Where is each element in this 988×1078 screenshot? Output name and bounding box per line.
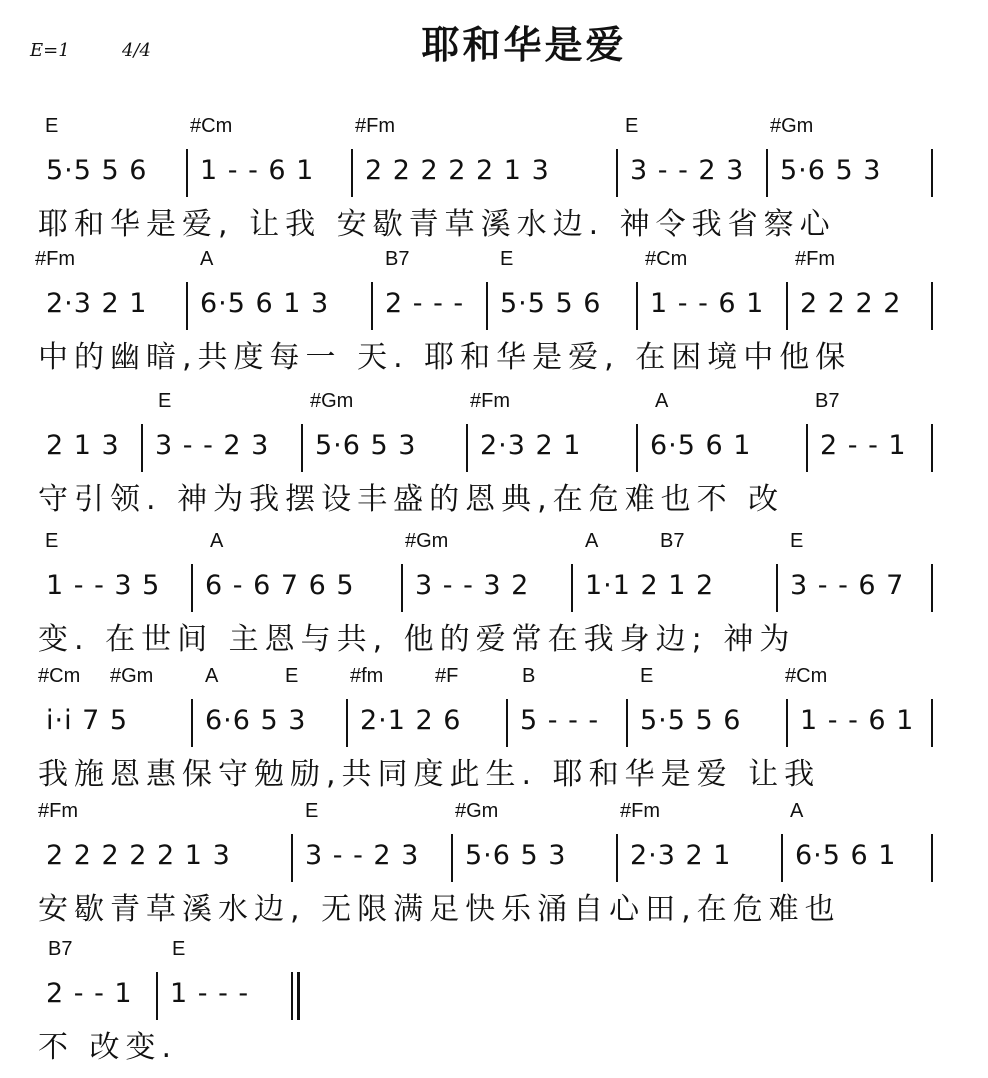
chord-symbol: A [790, 800, 804, 822]
barline [616, 834, 618, 882]
measure: 2·3 2 1 [480, 430, 582, 461]
chord-symbol: #Gm [405, 530, 449, 552]
lyric-line: 耶和华是爱, 让我 安歇青草溪水边. 神令我省察心 [38, 207, 836, 242]
measure: 5·5 5 6 [500, 288, 602, 319]
chord-symbol: E [172, 938, 186, 960]
barline [156, 972, 158, 1020]
chord-symbol: #Cm [785, 665, 828, 687]
chord-symbol: E [640, 665, 654, 687]
chord-symbol: E [305, 800, 319, 822]
chord-symbol: #Gm [455, 800, 499, 822]
music-system [0, 665, 988, 805]
barline [351, 149, 353, 197]
measure: 2 1 3 [46, 430, 120, 461]
measure: 1·1 2 1 2 [585, 570, 715, 601]
music-system [0, 530, 988, 670]
barline [486, 282, 488, 330]
chord-symbol: #Fm [620, 800, 660, 822]
measure: 1 - - 6 1 [200, 155, 315, 186]
barline [931, 149, 933, 197]
measure: 2 2 2 2 2 1 3 [46, 840, 231, 871]
chord-row [0, 115, 988, 143]
chord-symbol: #Fm [355, 115, 395, 137]
chord-symbol: B7 [385, 248, 410, 270]
lyric-line: 安歇青草溪水边, 无限满足快乐涌自心田,在危难也 [38, 892, 841, 927]
measure: 6·5 6 1 3 [200, 288, 330, 319]
barline [636, 282, 638, 330]
chord-symbol: #Gm [310, 390, 354, 412]
chord-row [0, 390, 988, 418]
measure: 3 - - 2 3 [305, 840, 420, 871]
chord-symbol: #Fm [795, 248, 835, 270]
music-system [0, 938, 988, 1078]
barline [931, 424, 933, 472]
lyric-line: 守引领. 神为我摆设丰盛的恩典,在危难也不 改 [38, 482, 785, 517]
measure: 2 - - 1 [46, 978, 133, 1009]
barline [806, 424, 808, 472]
measure: 6·5 6 1 [795, 840, 897, 871]
chord-row [0, 665, 988, 693]
chord-row [0, 248, 988, 276]
chord-symbol: #Cm [645, 248, 688, 270]
chord-symbol: #Fm [38, 800, 78, 822]
chord-symbol: E [45, 530, 59, 552]
chord-row [0, 938, 988, 966]
key-signature: E=1 [30, 40, 70, 61]
notation-row [0, 828, 988, 884]
chord-symbol: #Cm [190, 115, 233, 137]
measure: 6·6 5 3 [205, 705, 307, 736]
measure: 5·5 5 6 [640, 705, 742, 736]
barline [626, 699, 628, 747]
measure: 1 - - 6 1 [800, 705, 915, 736]
music-system [0, 800, 988, 940]
chord-symbol: B7 [815, 390, 840, 412]
chord-symbol: E [158, 390, 172, 412]
barline [466, 424, 468, 472]
chord-row [0, 800, 988, 828]
measure: 3 - - 2 3 [155, 430, 270, 461]
barline [781, 834, 783, 882]
barline [636, 424, 638, 472]
measure: 2·3 2 1 [630, 840, 732, 871]
barline [786, 699, 788, 747]
barline [301, 424, 303, 472]
notation-row [0, 143, 988, 199]
measure: 5·6 5 3 [780, 155, 882, 186]
measure: 6·5 6 1 [650, 430, 752, 461]
measure: 1 - - 6 1 [650, 288, 765, 319]
chord-symbol: A [200, 248, 214, 270]
music-system [0, 248, 988, 388]
barline [291, 834, 293, 882]
barline [291, 972, 293, 1020]
measure: 2 - - 1 [820, 430, 907, 461]
song-title: 耶和华是爱 [421, 23, 627, 67]
barline [346, 699, 348, 747]
barline [571, 564, 573, 612]
measure: 3 - - 3 2 [415, 570, 530, 601]
measure: 3 - - 6 7 [790, 570, 905, 601]
lyric-line: 我施恩惠保守勉励,共同度此生. 耶和华是爱 让我 [38, 757, 821, 792]
barline [786, 282, 788, 330]
measure: 5 - - - [520, 705, 600, 736]
barline [506, 699, 508, 747]
notation-row [0, 966, 988, 1022]
measure: 5·6 5 3 [315, 430, 417, 461]
chord-symbol: E [625, 115, 639, 137]
lyric-line: 变. 在世间 主恩与共, 他的爱常在我身边; 神为 [38, 622, 796, 657]
barline [451, 834, 453, 882]
measure: 3 - - 2 3 [630, 155, 745, 186]
notation-row [0, 276, 988, 332]
notation-row [0, 693, 988, 749]
chord-symbol: E [790, 530, 804, 552]
barline [191, 699, 193, 747]
chord-symbol: A [655, 390, 669, 412]
chord-symbol: #Fm [470, 390, 510, 412]
measure: 1 - - - [170, 978, 250, 1009]
chord-symbol: A [210, 530, 224, 552]
chord-symbol: #Gm [770, 115, 814, 137]
chord-symbol: E [285, 665, 299, 687]
chord-symbol: #Gm [110, 665, 154, 687]
chord-symbol: #Fm [35, 248, 75, 270]
barline [371, 282, 373, 330]
music-system [0, 115, 988, 255]
lyric-line: 中的幽暗,共度每一 天. 耶和华是爱, 在困境中他保 [38, 340, 852, 375]
final-barline [297, 972, 300, 1020]
measure: 5·6 5 3 [465, 840, 567, 871]
measure: 1 - - 3 5 [46, 570, 161, 601]
measure: 2·1 2 6 [360, 705, 462, 736]
chord-symbol: E [500, 248, 514, 270]
barline [931, 282, 933, 330]
chord-symbol: #Cm [38, 665, 81, 687]
chord-symbol: B7 [660, 530, 685, 552]
chord-symbol: A [205, 665, 219, 687]
measure: 2·3 2 1 [46, 288, 148, 319]
measure: i·i 7 5 [46, 705, 129, 736]
barline [141, 424, 143, 472]
barline [931, 834, 933, 882]
barline [931, 564, 933, 612]
lyric-line: 不 改变. [38, 1030, 178, 1065]
chord-symbol: A [585, 530, 599, 552]
barline [931, 699, 933, 747]
measure: 5·5 5 6 [46, 155, 148, 186]
barline [401, 564, 403, 612]
barline [191, 564, 193, 612]
barline [186, 149, 188, 197]
measure: 2 - - - [385, 288, 465, 319]
chord-symbol: B [522, 665, 536, 687]
barline [186, 282, 188, 330]
barline [616, 149, 618, 197]
barline [776, 564, 778, 612]
notation-row [0, 418, 988, 474]
chord-symbol: B7 [48, 938, 73, 960]
measure: 6 - 6 7 6 5 [205, 570, 355, 601]
barline [766, 149, 768, 197]
measure: 2 2 2 2 [800, 288, 902, 319]
music-system [0, 390, 988, 530]
time-signature: 4/4 [122, 40, 151, 61]
chord-row [0, 530, 988, 558]
notation-row [0, 558, 988, 614]
chord-symbol: #fm [350, 665, 384, 687]
chord-symbol: #F [435, 665, 459, 687]
measure: 2 2 2 2 2 1 3 [365, 155, 550, 186]
chord-symbol: E [45, 115, 59, 137]
